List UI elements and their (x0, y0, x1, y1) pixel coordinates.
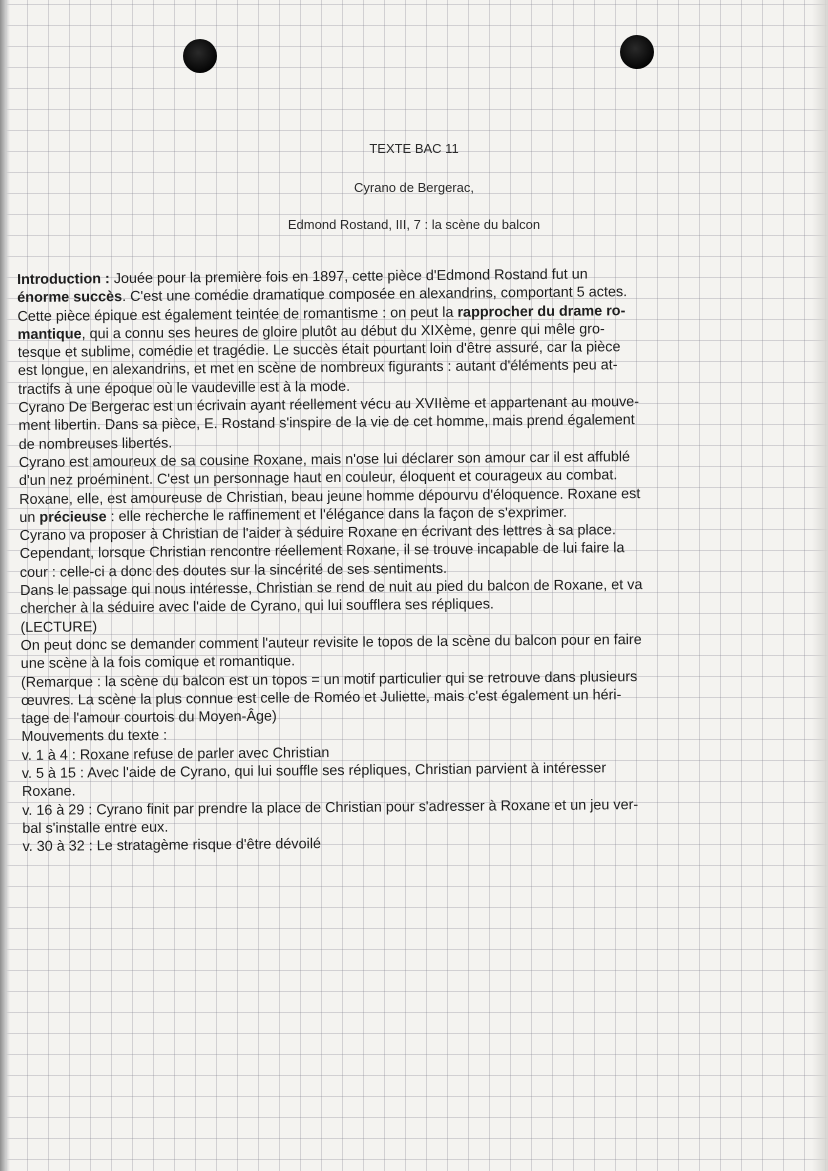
text-line: Roxane, elle, est amoureuse de Christian, beau jeune homme dépourvu d'éloquence. Roxane est (19, 485, 641, 508)
movement-item: v. 5 à 15 : Avec l'aide de Cyrano, qui lui souffle ses répliques, Christian parvient à intéresser (21, 760, 607, 782)
text-line: On peut donc se demander comment l'auteur revisite le topos de la scène du balcon pour en faire (20, 631, 642, 654)
punch-hole-left (183, 39, 217, 73)
intro-label: Introduction : (17, 271, 110, 288)
text-line: de nombreuses libertés. (18, 435, 173, 453)
work-title: Cyrano de Bergerac, (354, 180, 474, 195)
text-line: Roxane. (21, 783, 76, 801)
document-title: TEXTE BAC 11 (369, 141, 459, 156)
work-reference: Edmond Rostand, III, 7 : la scène du balcon (287, 217, 541, 232)
bold-term: rapprocher du drame ro- (457, 302, 626, 321)
text-line: Cependant, lorsque Christian rencontre réellement Roxane, il se trouve incapable de lui faire la (19, 540, 625, 563)
text-line: chercher à la séduire avec l'aide de Cyrano, qui lui soufflera ses répliques. (20, 596, 494, 618)
text-line: Cette pièce épique est également teintée de romantisme : on peut la rapprocher du drame ro- (17, 302, 626, 325)
text-body (17, 264, 787, 857)
text-line: Introduction : Jouée pour la première fois en 1897, cette pièce d'Edmond Rostand fut un (17, 266, 588, 288)
bold-term: précieuse (39, 509, 107, 526)
text-line: Cyrano De Bergerac est un écrivain ayant réellement vécu au XVIIème et appartenant au mouve- (18, 394, 640, 417)
text-line: mantique, qui a connu ses heures de gloire plutôt au début du XIXème, genre qui mêle gro- (17, 321, 605, 343)
text-line: Cyrano est amoureux de sa cousine Roxane, mais n'ose lui déclarer son amour car il est affublé (18, 449, 631, 471)
text-line: (LECTURE) (20, 618, 98, 636)
text-line: tractifs à une époque où le vaudeville est à la mode. (18, 378, 351, 398)
text-line: Mouvements du texte : (21, 728, 168, 746)
movement-item: v. 1 à 4 : Roxane refuse de parler avec Christian (21, 744, 330, 764)
text-line: d'un nez proéminent. C'est un personnage haut en couleur, éloquent et courageux au combat. (18, 467, 618, 490)
movement-item: v. 16 à 29 : Cyrano finit par prendre la place de Christian pour s'adresser à Roxane et un jeu ver- (22, 796, 639, 819)
text-line: une scène à la fois comique et romantique. (20, 653, 296, 673)
bold-term: mantique (17, 326, 82, 343)
text-line: tesque et sublime, comédie et tragédie. Le succès était pourtant loin d'être assuré, car la pièce (17, 339, 621, 362)
movement-item: v. 30 à 32 : Le stratagème risque d'être dévoilé (22, 836, 322, 856)
text-line: Cyrano va proposer à Christian de l'aider à séduire Roxane en écrivant des lettres à sa place. (19, 522, 616, 545)
text-line: ment libertin. Dans sa pièce, E. Rostand s'inspire de la vie de cet homme, mais prend également (18, 412, 635, 435)
text-line: énorme succès. C'est une comédie dramatique composée en alexandrins, comportant 5 actes. (17, 284, 628, 307)
text-line: un précieuse : elle recherche le raffinement et l'élégance dans la façon de s'exprimer. (19, 504, 568, 526)
text-line: est longue, en alexandrins, et met en scène de nombreux figurants : autant d'éléments peu at- (17, 357, 618, 380)
text-line: bal s'installe entre eux. (22, 819, 169, 837)
text-line: œuvres. La scène la plus connue est celle de Roméo et Juliette, mais c'est également un héri- (21, 687, 622, 709)
punch-hole-right (620, 35, 654, 69)
text-line: Dans le passage qui nous intéresse, Christian se rend de nuit au pied du balcon de Roxane, et va (19, 577, 643, 600)
text-line: (Remarque : la scène du balcon est un topos = un motif particulier qui se retrouve dans plusieurs (20, 668, 638, 691)
bold-term: énorme succès (17, 289, 123, 307)
text-line: cour : celle-ci a donc des doutes sur la sincérité de ses sentiments. (19, 560, 448, 581)
text-line: tage de l'amour courtois du Moyen-Âge) (21, 708, 277, 728)
